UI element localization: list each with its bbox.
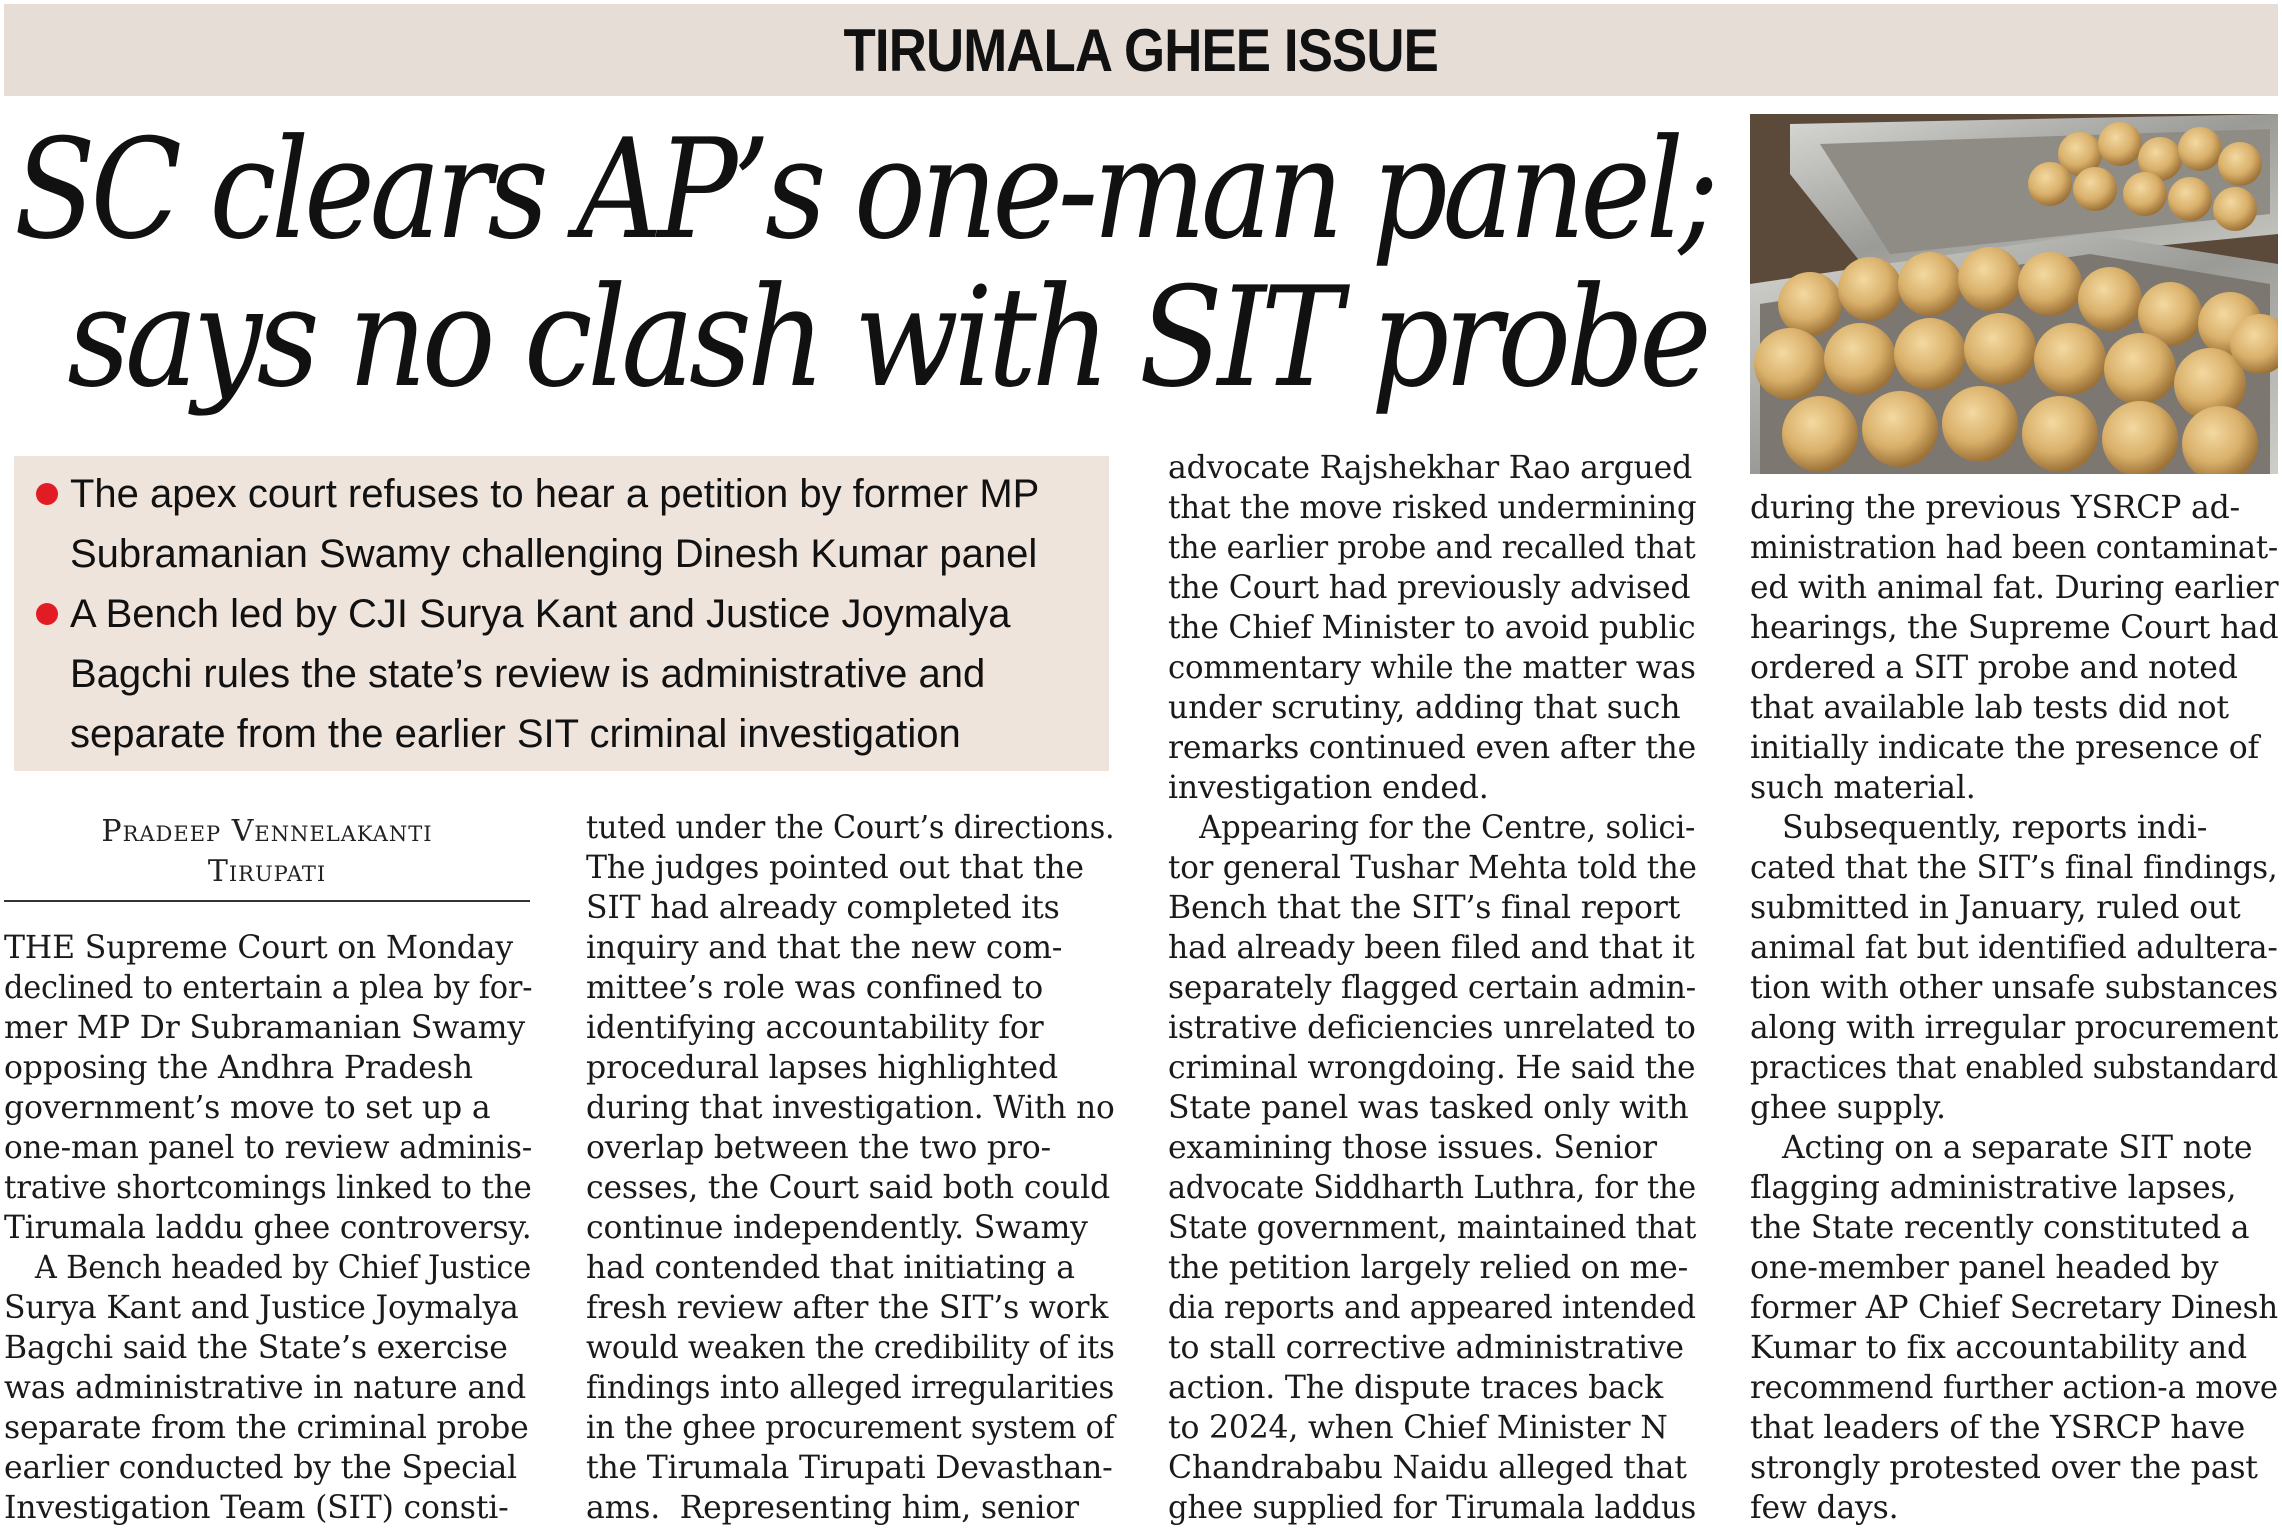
headline-line-1: SC clears AP’s one-man panel; — [14, 109, 1714, 270]
article-line: inquiry and that the new com- — [586, 930, 1063, 966]
article-line: continue independently. Swamy — [586, 1210, 1088, 1246]
article-line: fresh review after the SIT’s work — [586, 1290, 1109, 1326]
article-line: State panel was tasked only with — [1168, 1090, 1689, 1126]
article-line: along with irregular procurement — [1750, 1010, 2279, 1046]
article-line: one-member panel headed by — [1750, 1250, 2219, 1286]
article-line: Acting on a separate SIT note — [1782, 1130, 2253, 1166]
article-line: investigation ended. — [1168, 770, 1489, 806]
headline-line-2: says no clash with SIT probe — [67, 257, 1707, 418]
article-line: practices that enabled substandard — [1750, 1050, 2278, 1086]
article-line: the Chief Minister to avoid public — [1168, 610, 1696, 646]
article-line: ordered a SIT probe and noted — [1750, 650, 2238, 686]
article-line: the petition largely relied on me- — [1168, 1250, 1689, 1286]
article-column-4 — [1750, 488, 2278, 1528]
article-line: State government, maintained that — [1168, 1210, 1697, 1246]
article-line: Surya Kant and Justice Joymalya — [4, 1290, 519, 1326]
article-line: tuted under the Court’s directions. — [586, 810, 1115, 846]
article-line: tor general Tushar Mehta told the — [1168, 850, 1697, 886]
article-line: ams. Representing him, senior — [586, 1490, 1079, 1526]
summary-bullet — [36, 464, 1091, 584]
summary-bullet-line: Bagchi rules the state’s review is administrative and — [70, 652, 986, 696]
article-line: was administrative in nature and — [4, 1370, 526, 1406]
article-line: declined to entertain a plea by for- — [4, 970, 533, 1006]
article-line: under scrutiny, adding that such — [1168, 690, 1681, 726]
article-line: ghee supply. — [1750, 1090, 1946, 1126]
article-line: during that investigation. With no — [586, 1090, 1115, 1126]
article-line: separately flagged certain admin- — [1168, 970, 1697, 1006]
article-line: Bagchi said the State’s exercise — [4, 1330, 508, 1366]
bullet-dot-icon — [36, 483, 58, 505]
article-line: cesses, the Court said both could — [586, 1170, 1110, 1206]
article-line: the Court had previously advised — [1168, 570, 1691, 606]
article-line: action. The dispute traces back — [1168, 1370, 1663, 1406]
summary-box — [14, 456, 1109, 771]
bullet-dot-icon — [36, 603, 58, 625]
article-line: animal fat but identified adultera- — [1750, 930, 2278, 966]
article-line: to stall corrective administrative — [1168, 1330, 1684, 1366]
article-line: ed with animal fat. During earlier — [1750, 570, 2279, 606]
article-line: Tirumala laddu ghee controversy. — [4, 1210, 532, 1246]
article-line: advocate Siddharth Luthra, for the — [1168, 1170, 1696, 1206]
section-banner-label: TIRUMALA GHEE ISSUE — [843, 16, 1439, 84]
article-line: the Tirumala Tirupati Devasthan- — [586, 1450, 1113, 1486]
article-line: had already been filed and that it — [1168, 930, 1695, 966]
article-line: tion with other unsafe substances — [1750, 970, 2278, 1006]
article-line: strongly protested over the past — [1750, 1450, 2258, 1486]
article-column-1 — [4, 928, 532, 1528]
summary-bullet — [36, 584, 1091, 764]
article-line: criminal wrongdoing. He said the — [1168, 1050, 1696, 1086]
summary-bullet-line: Subramanian Swamy challenging Dinesh Kumar panel — [70, 532, 1038, 576]
article-column-3 — [1168, 448, 1696, 1528]
article-line: THE Supreme Court on Monday — [4, 930, 513, 966]
article-line: trative shortcomings linked to the — [4, 1170, 532, 1206]
article-line: cated that the SIT’s final findings, — [1750, 850, 2278, 886]
article-line: would weaken the credibility of its — [586, 1330, 1115, 1366]
article-line: flagging administrative lapses, — [1750, 1170, 2237, 1206]
headline — [14, 109, 1714, 418]
article-line: remarks continued even after the — [1168, 730, 1697, 766]
article-line: in the ghee procurement system of — [586, 1410, 1115, 1446]
article-line: during the previous YSRCP ad- — [1750, 490, 2241, 526]
article-line: procedural lapses highlighted — [586, 1050, 1058, 1086]
article-line: initially indicate the presence of — [1750, 730, 2259, 766]
article-line: mer MP Dr Subramanian Swamy — [4, 1010, 525, 1046]
article-line: identifying accountability for — [586, 1010, 1044, 1046]
article-line: ministration had been contaminat- — [1750, 530, 2278, 566]
article-line: overlap between the two pro- — [586, 1130, 1051, 1166]
article-line: istrative deficiencies unrelated to — [1168, 1010, 1696, 1046]
article-column-2 — [586, 808, 1114, 1528]
article-line: Subsequently, reports indi- — [1782, 810, 2208, 846]
article-line: that the move risked undermining — [1168, 490, 1697, 526]
article-line: ghee supplied for Tirumala laddus — [1168, 1490, 1697, 1526]
article-line: to 2024, when Chief Minister N — [1168, 1410, 1668, 1446]
ghee-laddus-photo — [1750, 114, 2278, 474]
article-line: Bench that the SIT’s final report — [1168, 890, 1681, 926]
article-line: the State recently constituted a — [1750, 1210, 2250, 1246]
article-line: earlier conducted by the Special — [4, 1450, 517, 1486]
byline-divider — [4, 900, 530, 902]
article-line: mittee’s role was confined to — [586, 970, 1043, 1006]
byline-location: Tirupati — [207, 854, 327, 889]
article-line: dia reports and appeared intended — [1168, 1290, 1696, 1326]
article-line: The judges pointed out that the — [586, 850, 1084, 886]
article-line: Appearing for the Centre, solici- — [1199, 810, 1696, 846]
article-line: had contended that initiating a — [586, 1250, 1075, 1286]
article-line: the earlier probe and recalled that — [1168, 530, 1696, 566]
byline — [4, 812, 530, 892]
article-line: findings into alleged irregularities — [586, 1370, 1115, 1406]
summary-bullet-line: A Bench led by CJI Surya Kant and Justice Joymalya — [70, 592, 1011, 636]
article-line: separate from the criminal probe — [4, 1410, 529, 1446]
article-line: that available lab tests did not — [1750, 690, 2229, 726]
summary-bullet-line: separate from the earlier SIT criminal investigation — [70, 712, 961, 756]
article-line: that leaders of the YSRCP have — [1750, 1410, 2246, 1446]
article-line: submitted in January, ruled out — [1750, 890, 2241, 926]
summary-bullet-line: The apex court refuses to hear a petition by former MP — [70, 472, 1040, 516]
article-line: such material. — [1750, 770, 1976, 806]
byline-author: Pradeep Vennelakanti — [101, 814, 433, 849]
article-line: opposing the Andhra Pradesh — [4, 1050, 473, 1086]
article-line: commentary while the matter was — [1168, 650, 1696, 686]
section-banner — [4, 4, 2278, 96]
article-line: government’s move to set up a — [4, 1090, 491, 1126]
article-line: Chandrababu Naidu alleged that — [1168, 1450, 1687, 1486]
article-line: SIT had already completed its — [586, 890, 1060, 926]
photo-illustration — [1750, 114, 2278, 474]
article-line: A Bench headed by Chief Justice — [34, 1250, 532, 1286]
article-line: few days. — [1750, 1490, 1899, 1526]
article-line: examining those issues. Senior — [1168, 1130, 1657, 1166]
article-line: Kumar to fix accountability and — [1750, 1330, 2247, 1366]
article-line: recommend further action-a move — [1750, 1370, 2278, 1406]
article-line: hearings, the Supreme Court had — [1750, 610, 2279, 646]
article-line: former AP Chief Secretary Dinesh — [1750, 1290, 2278, 1326]
article-line: one-man panel to review adminis- — [4, 1130, 533, 1166]
article-line: advocate Rajshekhar Rao argued — [1168, 450, 1693, 486]
article-line: Investigation Team (SIT) consti- — [4, 1490, 509, 1526]
